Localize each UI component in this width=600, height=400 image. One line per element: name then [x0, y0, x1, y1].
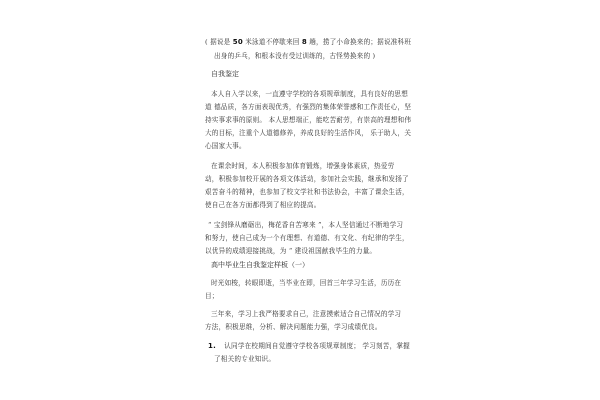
para2-line-4: 使自己在各方面都得到了相应的提高。 — [205, 201, 321, 209]
intro-end-text: 趟，捞了小命换来的；据说准科班 — [306, 38, 412, 46]
para3-line-1: “ 宝剑锋从磨砺出，梅花香自苦寒来 ”，本人坚信通过不断地学习 — [208, 221, 404, 229]
para1-line-2: 道 德品质，各方面表现优秀，有强烈的集体荣誉感和工作责任心，坚 — [205, 103, 412, 111]
para5-line-1: 三年来，学习上我严格要求自己，注意摸索适合自己情况的学习 — [211, 310, 402, 318]
para2-line-3: 艰苦奋斗的精神，也参加了校文学社和书法协会，丰富了课余生活， — [205, 188, 409, 196]
heading-sample: 高中毕业生自我鉴定样板（一） — [211, 261, 309, 269]
item1-line-1 — [208, 342, 410, 351]
para1-line-3: 持实事求事的原则。 本人思想端正，能吃苦耐劳，有崇高的理想和伟 — [205, 116, 412, 124]
para2-line-2: 动，积极参加校开展的各项文体活动，参加社会实践，继承和发扬了 — [205, 175, 409, 183]
intro-line-2: 出身的乒乓，和根本没有受过训练的，古怪势换来的 ) — [214, 52, 376, 60]
item1-text: 认同学在校期间自觉遵守学校各项规章制度； 学习刻苦，掌握 — [221, 342, 410, 350]
para1-line-5: 心国家大事。 — [205, 142, 246, 150]
intro-number-8: 8 — [301, 38, 307, 46]
para1-line-1: 本人自入学以来，一直遵守学校的各项规章制度，具有良好的思想 — [211, 90, 409, 98]
para2-line-1: 在课余时间，本人积极参加体育锻炼，增强身体素质，热爱劳 — [211, 162, 395, 170]
heading-self-assessment: 自我鉴定 — [211, 70, 239, 78]
intro-mid-text: 米泳道不停歇来回 — [242, 38, 302, 46]
intro-open-text: ( 据说是 — [205, 38, 233, 46]
intro-number-50: 50 — [232, 38, 243, 46]
item1-line-2: 了相关的专业知识。 — [214, 355, 276, 363]
para3-line-2: 和努力，使自己成为一个有理想、有道德、有文化、有纪律的学生， — [205, 234, 409, 242]
para1-line-4: 大的目标，注重个人道德修养，养成良好的生活作风， 乐于助人，关 — [205, 129, 412, 137]
para3-line-3: 以优异的成绩迎接挑战，为 “ 建设祖国献我毕生的力量。 — [205, 247, 377, 255]
para4-line-2: 目； — [205, 292, 219, 300]
para4-line-1: 时光如梭，转眼即逝，当毕业在即，回首三年学习生活，历历在 — [211, 279, 402, 287]
para5-line-2: 方法，积极思维，分析、解决问题能力强，学习成绩优良。 — [205, 323, 382, 331]
intro-line-1 — [205, 38, 411, 47]
item1-number: 1. — [208, 342, 216, 350]
